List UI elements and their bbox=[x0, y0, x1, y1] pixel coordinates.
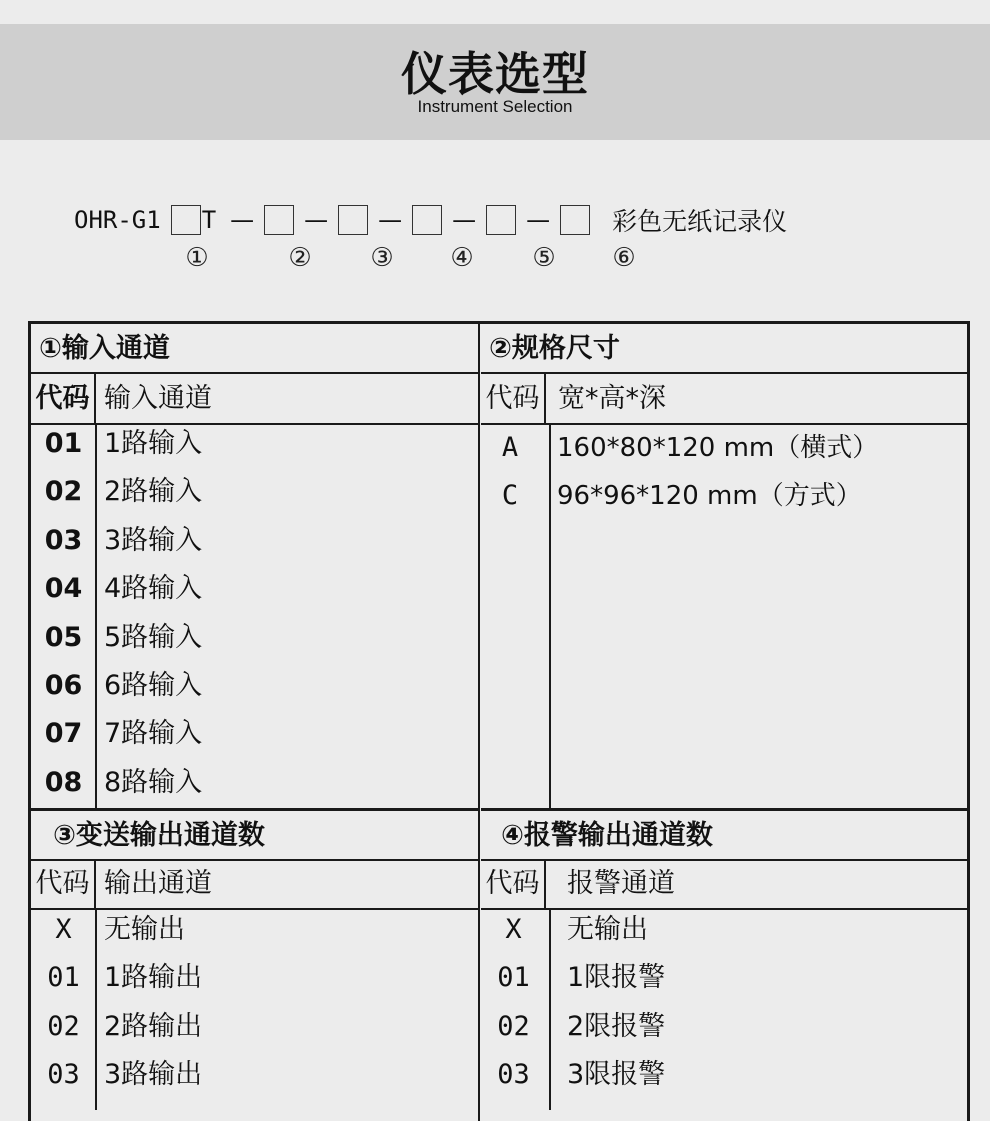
option-box-3 bbox=[338, 205, 368, 235]
row-code: 04 bbox=[44, 573, 83, 605]
position-number: ⑤ bbox=[532, 243, 556, 273]
table-row bbox=[31, 517, 478, 565]
header-desc: 输入通道 bbox=[104, 383, 212, 414]
header-code: 代码 bbox=[31, 859, 96, 908]
row-code: C bbox=[501, 480, 519, 512]
row-code: 02 bbox=[497, 1010, 530, 1042]
table-row bbox=[31, 614, 478, 662]
separator-dash: — bbox=[526, 206, 551, 234]
header-desc: 报警通道 bbox=[567, 868, 675, 899]
row-code: 03 bbox=[497, 1059, 530, 1091]
row-desc: 1路输出 bbox=[104, 962, 203, 994]
table-row bbox=[481, 954, 970, 1002]
row-desc: 4路输入 bbox=[104, 573, 203, 605]
row-code: 05 bbox=[44, 621, 83, 653]
column-header-alarm bbox=[481, 859, 970, 910]
table-row bbox=[31, 662, 478, 710]
section-title-alarm: ④报警输出通道数 bbox=[481, 811, 970, 861]
section-title-input: ①输入通道 bbox=[31, 324, 478, 374]
separator-dash: — bbox=[304, 206, 329, 234]
row-desc: 96*96*120 mm（方式） bbox=[557, 481, 862, 512]
alarm-rows bbox=[481, 906, 970, 1100]
table-row bbox=[31, 710, 478, 758]
row-code: 03 bbox=[47, 1059, 80, 1091]
size-rows bbox=[481, 424, 970, 521]
table-row bbox=[31, 1003, 478, 1051]
row-desc: 无输出 bbox=[104, 914, 185, 945]
table-row bbox=[31, 906, 478, 954]
table-row bbox=[481, 472, 970, 520]
row-code: 01 bbox=[497, 962, 530, 994]
model-code-line bbox=[74, 200, 787, 240]
selection-table bbox=[28, 321, 970, 1121]
position-number: ③ bbox=[370, 243, 394, 273]
row-code: X bbox=[505, 914, 522, 945]
table-row bbox=[481, 424, 970, 472]
model-prefix: OHR-G1 bbox=[74, 206, 161, 234]
option-box-5 bbox=[486, 205, 516, 235]
row-desc: 2路输入 bbox=[104, 476, 203, 508]
page-title: 仪表选型 bbox=[401, 47, 589, 101]
option-box-1 bbox=[171, 205, 201, 235]
table-row bbox=[481, 1051, 970, 1099]
row-code: 02 bbox=[47, 1010, 80, 1042]
separator-dash: — bbox=[378, 206, 403, 234]
position-number: ④ bbox=[450, 243, 474, 273]
position-number: ⑥ bbox=[612, 243, 636, 273]
page-subtitle: Instrument Selection bbox=[417, 97, 573, 116]
row-code: 07 bbox=[44, 718, 83, 750]
product-name: 彩色无纸记录仪 bbox=[612, 207, 788, 236]
row-code: X bbox=[55, 914, 72, 945]
option-box-2 bbox=[264, 205, 294, 235]
row-desc: 1路输入 bbox=[104, 428, 203, 459]
separator-dash: — bbox=[452, 206, 477, 234]
row-code: 08 bbox=[44, 766, 83, 798]
header-desc: 输出通道 bbox=[104, 868, 212, 899]
position-number: ① bbox=[185, 243, 209, 273]
header-code: 代码 bbox=[481, 859, 546, 908]
row-desc: 3限报警 bbox=[567, 1059, 666, 1091]
row-desc: 7路输入 bbox=[104, 718, 203, 750]
table-row bbox=[481, 906, 970, 954]
header-code: 代码 bbox=[31, 374, 96, 423]
row-desc: 无输出 bbox=[567, 914, 648, 945]
position-numbers bbox=[0, 243, 990, 279]
option-box-4 bbox=[412, 205, 442, 235]
row-desc: 1限报警 bbox=[567, 962, 666, 994]
header-banner bbox=[0, 24, 990, 140]
section-title-transmit: ③变送输出通道数 bbox=[31, 811, 478, 861]
column-header-input bbox=[31, 374, 478, 425]
section-title-size: ②规格尺寸 bbox=[481, 324, 970, 374]
table-row bbox=[31, 420, 478, 468]
table-row bbox=[31, 759, 478, 807]
column-header-transmit bbox=[31, 859, 478, 910]
row-desc: 3路输入 bbox=[104, 524, 203, 556]
row-code: 03 bbox=[44, 524, 83, 556]
position-number: ② bbox=[288, 243, 312, 273]
input-rows bbox=[31, 420, 478, 807]
model-suffix-t: T bbox=[201, 206, 217, 234]
option-box-6 bbox=[560, 205, 590, 235]
row-code: 02 bbox=[44, 476, 83, 508]
table-row bbox=[31, 954, 478, 1002]
separator-dash: — bbox=[230, 206, 255, 234]
row-desc: 2路输出 bbox=[104, 1010, 203, 1042]
table-right-column bbox=[481, 324, 970, 1121]
row-code: 01 bbox=[47, 962, 80, 994]
table-left-column bbox=[31, 324, 480, 1121]
row-desc: 3路输出 bbox=[104, 1059, 203, 1091]
row-desc: 8路输入 bbox=[104, 766, 203, 798]
column-header-size bbox=[481, 374, 970, 425]
table-row bbox=[31, 468, 478, 516]
row-desc: 5路输入 bbox=[104, 621, 203, 653]
row-desc: 6路输入 bbox=[104, 669, 203, 701]
row-desc: 2限报警 bbox=[567, 1010, 666, 1042]
table-row bbox=[481, 1003, 970, 1051]
table-row bbox=[31, 1051, 478, 1099]
header-code: 代码 bbox=[481, 374, 546, 423]
row-code: 06 bbox=[44, 669, 83, 701]
row-desc: 160*80*120 mm（横式） bbox=[557, 433, 879, 463]
transmit-rows bbox=[31, 906, 478, 1100]
header-desc: 宽*高*深 bbox=[558, 383, 666, 414]
row-code: A bbox=[501, 432, 519, 463]
table-row bbox=[31, 565, 478, 613]
row-code: 01 bbox=[44, 428, 83, 459]
